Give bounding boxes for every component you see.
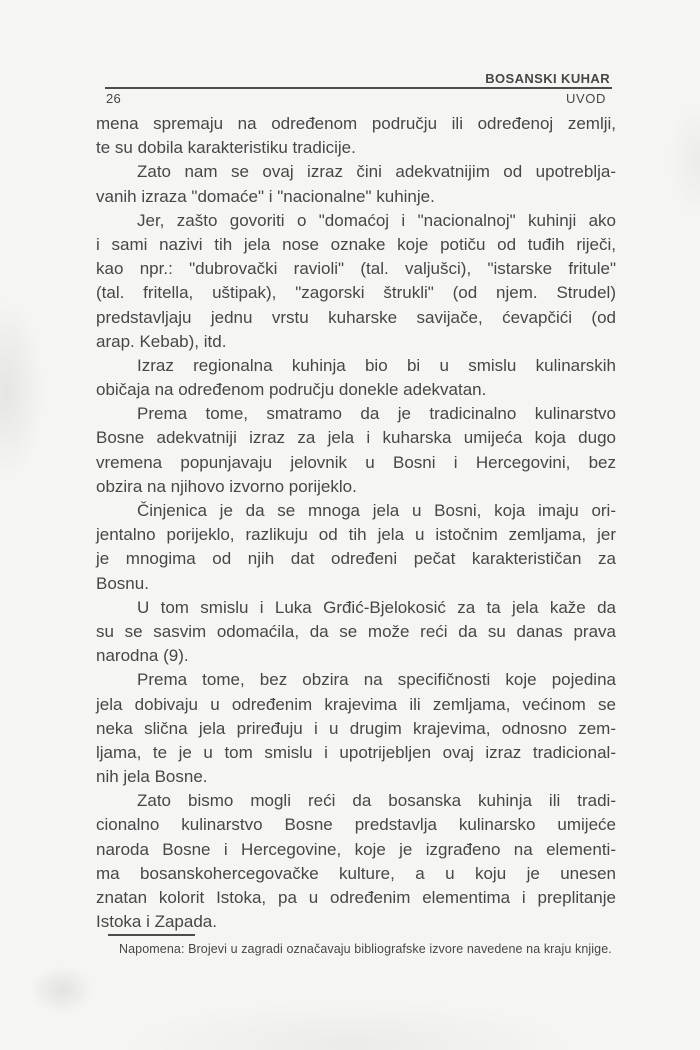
paragraph: [96, 209, 616, 354]
footnote-rule: [108, 934, 195, 936]
paragraph: [96, 789, 616, 934]
text-line: i sami nazivi tih jela nose oznake koje potiču od tuđih riječi,: [96, 234, 616, 254]
text-line: jentalno porijeklo, razlikuju od tih jela u istočnim zemljama, jer: [96, 525, 616, 545]
book-title: BOSANSKI KUHAR: [485, 71, 610, 86]
text-line: Prema tome, bez obzira na specifičnosti koje pojedina: [137, 670, 616, 690]
text-line: Zato nam se ovaj izraz čini adekvatnijim od upotreblja-: [137, 162, 616, 182]
paragraph: [96, 596, 616, 669]
paragraph: [96, 499, 616, 596]
text-line: jela dobivaju u određenim krajevima ili zemljama, većinom se: [96, 694, 616, 714]
text-line: Bosne adekvatniji izraz za jela i kuharska umijeća koja dugo: [96, 428, 616, 448]
text-line: Istoka i Zapada.: [96, 912, 217, 932]
text-line: U tom smislu i Luka Grđić-Bjelokosić za ta jela kaže da: [137, 597, 616, 617]
text-line: Bosnu.: [96, 573, 149, 593]
header-rule: [105, 87, 612, 89]
text-line: te su dobila karakteristiku tradicije.: [96, 138, 356, 158]
chapter-label: UVOD: [566, 91, 606, 106]
footnote-text: Napomena: Brojevi u zagradi označavaju bibliografske izvore navedene na kraju knjige.: [119, 942, 612, 956]
text-line: Zato bismo mogli reći da bosanska kuhinja ili tradi-: [137, 791, 616, 811]
text-line: naroda Bosne i Hercegovine, koje je izgrađeno na elementi-: [96, 839, 616, 859]
page-number: 26: [106, 91, 122, 106]
paragraph: [96, 354, 616, 402]
text-line: Izraz regionalna kuhinja bio bi u smislu kulinarskih: [137, 355, 616, 375]
text-line: narodna (9).: [96, 646, 189, 666]
body-text: [96, 112, 616, 934]
text-line: znatan kolorit Istoka, pa u određenim elementima i preplitanje: [96, 888, 616, 907]
text-line: je mnogima od njih dat određeni pečat karakterističan za: [96, 549, 616, 569]
text-line: cionalno kulinarstvo Bosne predstavlja kulinarsko umijeće: [96, 815, 616, 835]
text-line: neka slična jela priređuju i u drugim krajevima, odnosno zem-: [96, 718, 616, 738]
text-line: (tal. fritella, uštipak), "zagorski štrukli" (od njem. Strudel): [96, 283, 616, 303]
text-line: kao npr.: "dubrovački ravioli" (tal. valjušci), "istarske fritule": [96, 259, 616, 279]
text-line: ma bosanskohercegovačke kulture, a u koju je unesen: [96, 863, 616, 883]
text-line: predstavljaju jednu vrstu kuharske savijače, ćevapčići (od: [96, 307, 616, 327]
text-line: su se sasvim odomaćila, da se može reći da su danas prava: [96, 621, 616, 641]
text-line: vanih izraza "domaće" i "nacionalne" kuhinje.: [96, 186, 435, 206]
paragraph: [96, 668, 616, 789]
text-line: arap. Kebab), itd.: [96, 331, 227, 351]
paragraph: [96, 160, 616, 208]
text-line: Činjenica je da se mnoga jela u Bosni, koja imaju ori-: [137, 501, 616, 520]
text-line: ljama, te je u tom smislu i upotrijebljen ovaj izraz tradicional-: [96, 742, 616, 762]
paragraph: [96, 402, 616, 499]
text-line: nih jela Bosne.: [96, 767, 208, 787]
text-line: Prema tome, smatramo da je tradicinalno kulinarstvo: [137, 404, 616, 424]
paragraph: [96, 112, 616, 160]
text-line: mena spremaju na određenom području ili određenoj zemlji,: [96, 114, 616, 133]
text-line: obzira na njihovo izvorno porijeklo.: [96, 476, 357, 496]
text-line: Jer, zašto govoriti o "domaćoj i "nacionalnoj" kuhinji ako: [137, 210, 616, 230]
text-line: vremena popunjavaju jelovnik u Bosni i Hercegovini, bez: [96, 452, 616, 472]
text-line: običaja na određenom području donekle adekvatan.: [96, 380, 487, 400]
